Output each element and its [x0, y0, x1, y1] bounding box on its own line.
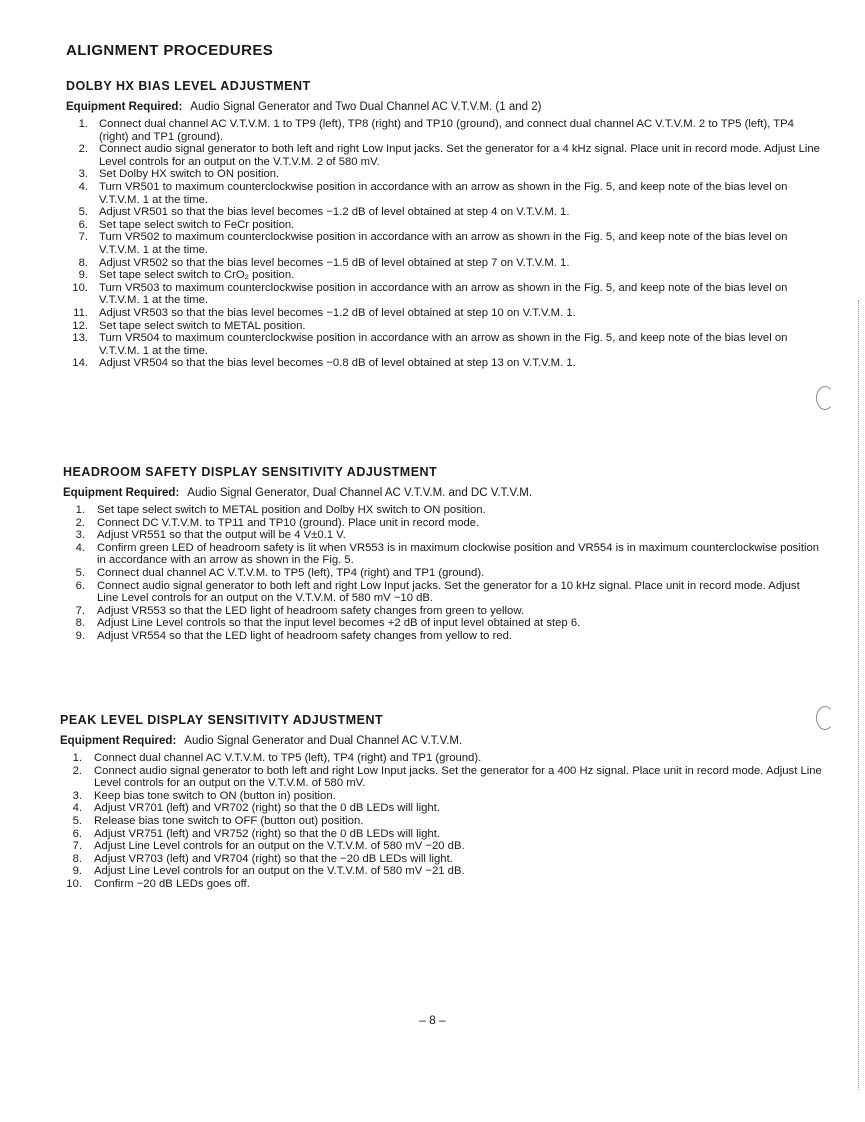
step-number: 1. — [78, 118, 88, 130]
step-text: Confirm −20 dB LEDs goes off. — [94, 877, 250, 890]
page-edge-mark — [858, 300, 859, 1090]
equipment-text: Audio Signal Generator, Dual Channel AC V.T.V.M. and DC V.T.V.M. — [187, 487, 533, 499]
step-number: 3. — [72, 789, 82, 802]
step-item — [66, 168, 826, 181]
equipment-text: Audio Signal Generator and Two Dual Channel AC V.T.V.M. (1 and 2) — [190, 101, 542, 113]
step-number: 4. — [78, 180, 88, 193]
step-number: 4. — [72, 802, 82, 815]
step-list — [60, 752, 825, 891]
section-heading: HEADROOM SAFETY DISPLAY SENSITIVITY ADJUSTMENT — [63, 465, 438, 479]
step-item — [66, 320, 826, 333]
step-text: Adjust Line Level controls for an output on the V.T.V.M. of 580 mV −20 dB. — [94, 840, 465, 853]
page-number: – 8 – — [419, 1013, 446, 1027]
step-text: Set tape select switch to FeCr position. — [99, 218, 295, 231]
step-item — [66, 282, 826, 307]
equipment-text: Audio Signal Generator and Dual Channel AC V.T.V.M. — [184, 735, 463, 747]
step-number: 10. — [72, 281, 88, 294]
step-item — [63, 567, 823, 580]
step-text: Adjust VR703 (left) and VR704 (right) so that the −20 dB LEDs will light. — [94, 852, 453, 865]
step-item — [63, 617, 823, 630]
step-number: 5. — [75, 566, 85, 579]
step-item — [60, 840, 825, 853]
step-item — [60, 790, 825, 803]
step-list — [66, 118, 826, 370]
step-text: Turn VR501 to maximum counterclockwise position in accordance with an arrow as shown in the Fig. 5, and keep note of the bias level on V.T.V.M. 1 at the time. — [99, 180, 788, 206]
step-item — [60, 828, 825, 841]
step-item — [63, 542, 823, 567]
step-text: Keep bias tone switch to ON (button in) position. — [94, 789, 336, 802]
step-text: Adjust VR503 so that the bias level becomes −1.2 dB of level obtained at step 10 on V.T.V.M. 1. — [99, 306, 576, 319]
step-text: Adjust VR701 (left) and VR702 (right) so that the 0 dB LEDs will light. — [94, 802, 440, 815]
step-text: Adjust VR751 (left) and VR752 (right) so that the 0 dB LEDs will light. — [94, 827, 440, 840]
step-item — [63, 517, 823, 530]
step-text: Turn VR502 to maximum counterclockwise position in accordance with an arrow as shown in the Fig. 5, and keep note of the bias level on V.T.V.M. 1 at the time. — [99, 231, 788, 256]
step-item — [60, 878, 825, 891]
step-number: 3. — [75, 529, 85, 542]
step-item — [66, 206, 826, 219]
step-text: Adjust VR554 so that the LED light of headroom safety changes from yellow to red. — [97, 629, 513, 642]
step-number: 2. — [72, 764, 82, 777]
step-item — [60, 865, 825, 878]
step-item — [63, 580, 823, 605]
binder-hole-mark — [816, 706, 834, 730]
section-dolby-hx-bias — [66, 79, 826, 370]
step-text: Adjust VR502 so that the bias level becomes −1.5 dB of level obtained at step 7 on V.T.V.M. 1. — [99, 256, 570, 269]
step-item — [63, 529, 823, 542]
step-number: 6. — [72, 827, 82, 840]
step-text: Connect DC V.T.V.M. to TP11 and TP10 (ground). Place unit in record mode. — [97, 516, 480, 529]
step-number: 7. — [78, 231, 88, 244]
step-number: 1. — [72, 752, 82, 764]
step-text: Adjust Line Level controls for an output on the V.T.V.M. of 580 mV −21 dB. — [94, 865, 465, 878]
step-number: 2. — [78, 143, 88, 156]
step-number: 9. — [78, 269, 88, 282]
step-number: 14. — [72, 357, 88, 370]
step-text: Connect audio signal generator to both left and right Low Input jacks. Set the generator for a 4 kHz signal. Place unit in record mode. Adjust Line Level controls for an output on the V.T.V.M. 2 of 580 mV. — [99, 143, 820, 168]
section-headroom-safety — [63, 465, 823, 643]
binder-hole-mark — [816, 386, 834, 410]
step-item — [63, 504, 823, 517]
equipment-required — [60, 735, 825, 747]
step-text: Adjust VR553 so that the LED light of headroom safety changes from green to yellow. — [97, 604, 525, 617]
step-number: 13. — [72, 332, 88, 345]
section-peak-level — [60, 713, 825, 891]
step-text: Connect dual channel AC V.T.V.M. to TP5 (left), TP4 (right) and TP1 (ground). — [94, 752, 482, 764]
step-item — [66, 181, 826, 206]
step-text: Connect dual channel AC V.T.V.M. to TP5 (left), TP4 (right) and TP1 (ground). — [97, 566, 485, 579]
step-text: Adjust VR551 so that the output will be 4 V±0.1 V. — [97, 529, 346, 542]
step-number: 4. — [75, 541, 85, 554]
step-number: 2. — [75, 516, 85, 529]
section-heading: PEAK LEVEL DISPLAY SENSITIVITY ADJUSTMENT — [60, 713, 384, 727]
step-number: 8. — [78, 256, 88, 269]
step-number: 5. — [78, 206, 88, 219]
step-number: 6. — [75, 579, 85, 592]
step-number: 10. — [66, 877, 82, 890]
step-item — [66, 118, 826, 143]
step-number: 8. — [75, 617, 85, 630]
step-text: Adjust VR501 so that the bias level becomes −1.2 dB of level obtained at step 4 on V.T.V.M. 1. — [99, 206, 570, 219]
step-text: Connect audio signal generator to both left and right Low Input jacks. Set the generator for a 10 kHz signal. Place unit in record mode. Adjust Line Level controls for an output on the V.T.V.M. of 580 mV −10 dB. — [97, 579, 800, 605]
step-item — [60, 752, 825, 765]
step-number: 6. — [78, 218, 88, 231]
step-item — [60, 815, 825, 828]
step-item — [63, 605, 823, 618]
step-text: Confirm green LED of headroom safety is lit when VR553 is in maximum clockwise position and VR554 is in maximum counterclockwise position in accordance with an arrow as shown in the Fig. 5. — [97, 541, 820, 567]
step-text: Turn VR504 to maximum counterclockwise position in accordance with an arrow as shown in the Fig. 5, and keep note of the bias level on V.T.V.M. 1 at the time. — [99, 332, 788, 357]
step-number: 3. — [78, 168, 88, 181]
step-item — [66, 231, 826, 256]
step-text: Connect audio signal generator to both left and right Low Input jacks. Set the generator for a 400 Hz signal. Place unit in record mode. Adjust Line Level controls for an output on the V.T.V.M. of 580 mV. — [94, 764, 822, 790]
step-text: Set tape select switch to METAL position and Dolby HX switch to ON position. — [97, 504, 486, 516]
step-number: 7. — [72, 840, 82, 853]
step-text: Connect dual channel AC V.T.V.M. 1 to TP9 (left), TP8 (right) and TP10 (ground), and connect dual channel AC V.T.V.M. 2 to TP5 (left), TP4 (right) and TP1 (ground). — [99, 118, 794, 143]
step-item — [60, 802, 825, 815]
step-text: Set Dolby HX switch to ON position. — [99, 168, 280, 181]
step-text: Turn VR503 to maximum counterclockwise position in accordance with an arrow as shown in the Fig. 5, and keep note of the bias level on V.T.V.M. 1 at the time. — [99, 281, 788, 307]
step-number: 1. — [75, 504, 85, 516]
equipment-label: Equipment Required: — [66, 101, 183, 113]
equipment-required — [66, 101, 826, 113]
step-text: Release bias tone switch to OFF (button out) position. — [94, 814, 364, 827]
step-number: 8. — [72, 852, 82, 865]
step-number: 9. — [72, 865, 82, 878]
step-number: 9. — [75, 629, 85, 642]
step-item — [63, 630, 823, 643]
equipment-required — [63, 487, 823, 499]
step-item — [66, 357, 826, 370]
step-number: 12. — [72, 319, 88, 332]
step-item — [60, 765, 825, 790]
step-item — [66, 269, 826, 282]
step-list — [63, 504, 823, 643]
equipment-label: Equipment Required: — [63, 487, 180, 499]
step-item — [66, 143, 826, 168]
equipment-label: Equipment Required: — [60, 735, 177, 747]
step-item — [66, 219, 826, 232]
page-title: ALIGNMENT PROCEDURES — [66, 42, 274, 59]
section-heading: DOLBY HX BIAS LEVEL ADJUSTMENT — [66, 79, 311, 93]
step-number: 5. — [72, 814, 82, 827]
step-text: Set tape select switch to CrO₂ position. — [99, 269, 295, 282]
step-text: Adjust VR504 so that the bias level becomes −0.8 dB of level obtained at step 13 on V.T.V.M. 1. — [99, 357, 576, 370]
step-text: Set tape select switch to METAL position. — [99, 319, 306, 332]
step-number: 11. — [73, 306, 88, 319]
step-text: Adjust Line Level controls so that the input level becomes +2 dB of input level obtained at step 6. — [97, 617, 581, 630]
step-number: 7. — [75, 604, 85, 617]
step-item — [66, 332, 826, 357]
step-item — [66, 257, 826, 270]
step-item — [66, 307, 826, 320]
step-item — [60, 853, 825, 866]
